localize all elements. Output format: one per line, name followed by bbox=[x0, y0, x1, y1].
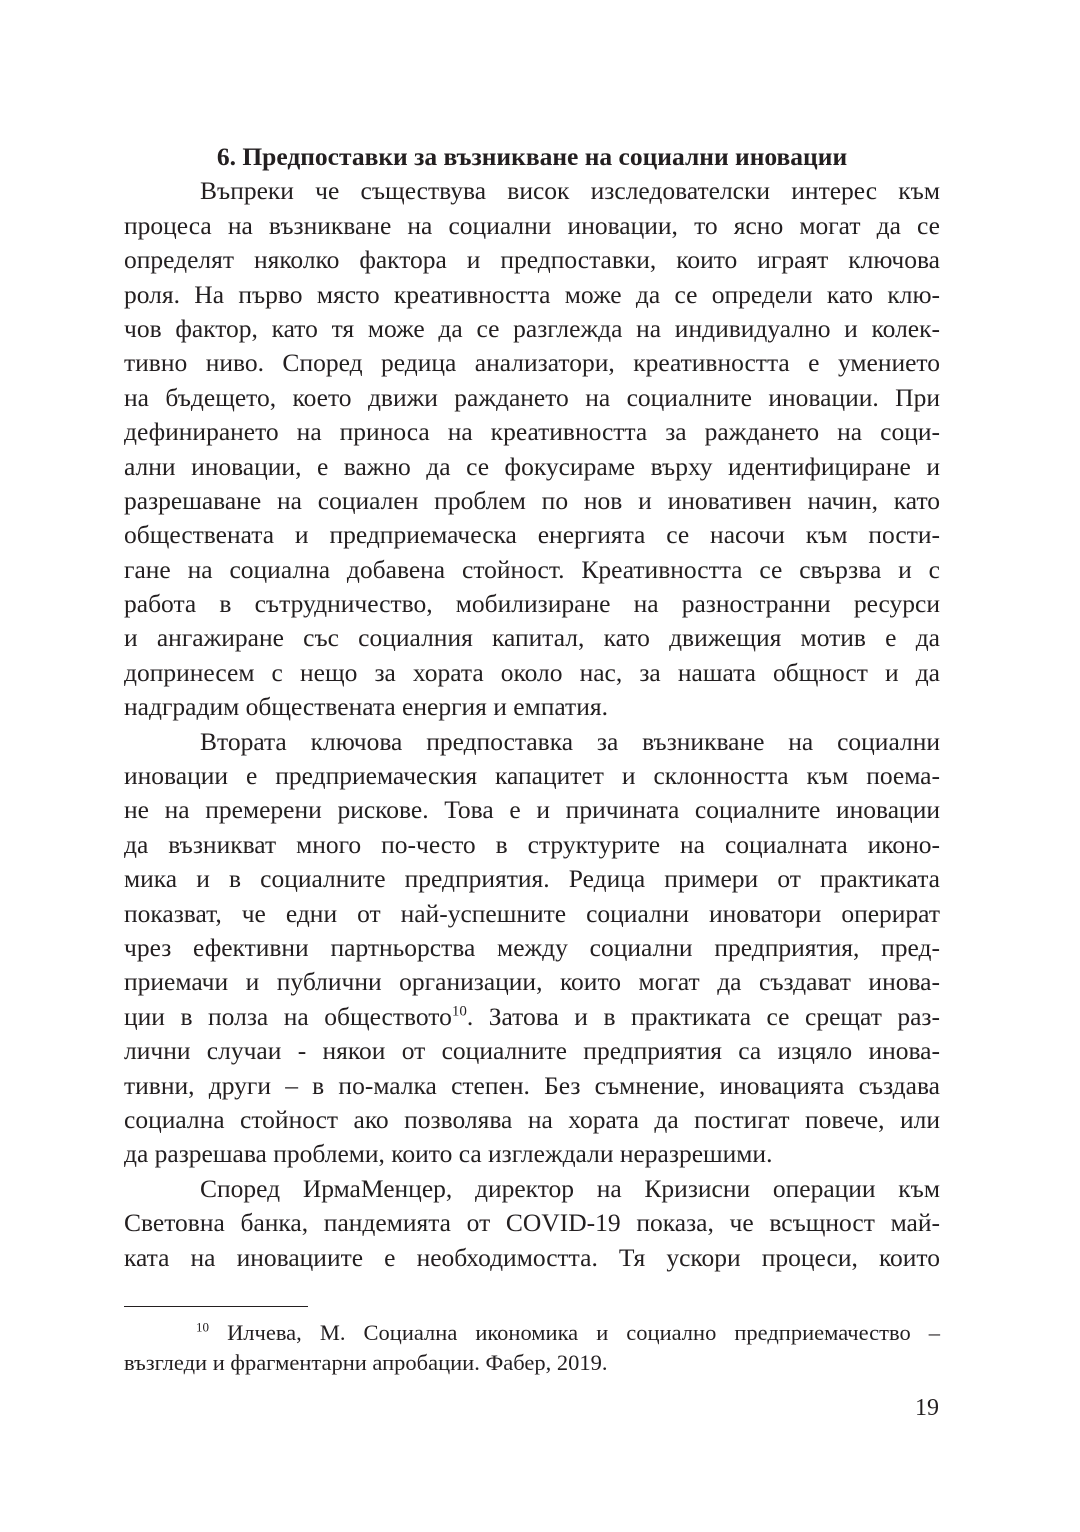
text-line: дефинирането на приноса на креативността за раждането на соци- bbox=[124, 417, 940, 447]
text-line: Световна банка, пандемията от COVID-19 показа, че всъщност май- bbox=[124, 1208, 940, 1238]
text-line: приемачи и публични организации, които могат да създават инова- bbox=[124, 967, 940, 997]
text-segment: . Затова и в практиката се срещат раз- bbox=[466, 1001, 940, 1031]
footnote-marker: 10 bbox=[196, 1319, 209, 1335]
text-line: не на премерени рискове. Това е и причината социалните иновации bbox=[124, 795, 940, 825]
text-line: Въпреки че съществува висок изследователски интерес към bbox=[200, 176, 940, 206]
page-number: 19 bbox=[915, 1395, 939, 1421]
text-line: лични случаи - някои от социалните предприятия са изцяло инова- bbox=[124, 1036, 940, 1066]
text-line: ката на иновациите е необходимостта. Тя ускори процеси, които bbox=[124, 1242, 940, 1272]
text-line: иновации е предприемаческия капацитет и склонността към поема- bbox=[124, 761, 940, 791]
text-line: гане на социална добавена стойност. Креативността се свързва и с bbox=[124, 554, 940, 584]
paragraph-1 bbox=[124, 174, 940, 724]
footnote-text: Илчева, М. Социална икономика и социално предприемачество – bbox=[227, 1320, 941, 1345]
text-line: и ангажиране със социалния капитал, като движещия мотив е да bbox=[124, 623, 940, 653]
text-line: тивно ниво. Според редица анализатори, креативността е умението bbox=[124, 348, 940, 378]
text-line: да възникват много по-често в структурите на социалната иконо- bbox=[124, 829, 940, 859]
text-line: работа в сътрудничество, мобилизиране на разностранни ресурси bbox=[124, 589, 940, 619]
text-line: Втората ключова предпоставка за възникване на социални bbox=[200, 726, 940, 756]
text-line: показват, че едни от най-успешните социални иноватори оперират bbox=[124, 898, 940, 928]
text-line: определят няколко фактора и предпоставки, които играят ключова bbox=[124, 245, 940, 275]
body-text bbox=[124, 140, 940, 1275]
paragraph-3 bbox=[124, 1172, 940, 1275]
paragraph-2 bbox=[124, 725, 940, 1172]
text-line: допринесем с нещо за хората около нас, за нашата общност и да bbox=[124, 657, 940, 687]
text-line: процеса на възникване на социални иновации, то ясно могат да се bbox=[124, 210, 940, 240]
text-line: разрешаване на социален проблем по нов и иновативен начин, като bbox=[124, 485, 940, 515]
text-line-with-footnote bbox=[124, 1000, 940, 1034]
text-line: чрез ефективни партньорства между социални предприятия, пред- bbox=[124, 933, 940, 962]
text-line: мика и в социалните предприятия. Редица примери от практиката bbox=[124, 864, 940, 894]
text-line: социална стойност ако позволява на хората да постигат повече, или bbox=[124, 1104, 940, 1134]
text-line: на бъдещето, което движи раждането на социалните иновации. При bbox=[124, 382, 940, 412]
footnote-line: възгледи и фрагментарни апробации. Фабер, 2019. bbox=[124, 1350, 608, 1375]
text-line: надградим обществената енергия и емпатия. bbox=[124, 692, 608, 722]
footnote-reference: 10 bbox=[451, 1003, 467, 1020]
footnote bbox=[124, 1318, 940, 1378]
text-segment: ции в полза на обществото bbox=[124, 1001, 452, 1031]
text-line: обществената и предприемаческа енергията се насочи към пости- bbox=[124, 520, 940, 550]
section-heading: 6. Предпоставки за възникване на социални иновации bbox=[216, 142, 848, 171]
text-line: тивни, други – в по-малка степен. Без съмнение, иновацията създава bbox=[124, 1070, 940, 1100]
text-line: да разрешава проблеми, които са изглеждали неразрешими. bbox=[124, 1139, 773, 1169]
text-line: Според ИрмаМенцер, директор на Кризисни операции към bbox=[200, 1173, 940, 1203]
footnote-line bbox=[124, 1318, 940, 1348]
text-line: чов фактор, като тя може да се разглежда на индивидуално и колек- bbox=[124, 313, 940, 343]
text-line: ални иновации, е важно да се фокусираме върху идентифициране и bbox=[124, 451, 940, 481]
text-line: роля. На първо място креативността може да се определи като клю- bbox=[124, 279, 940, 309]
footnote-divider bbox=[124, 1306, 308, 1307]
